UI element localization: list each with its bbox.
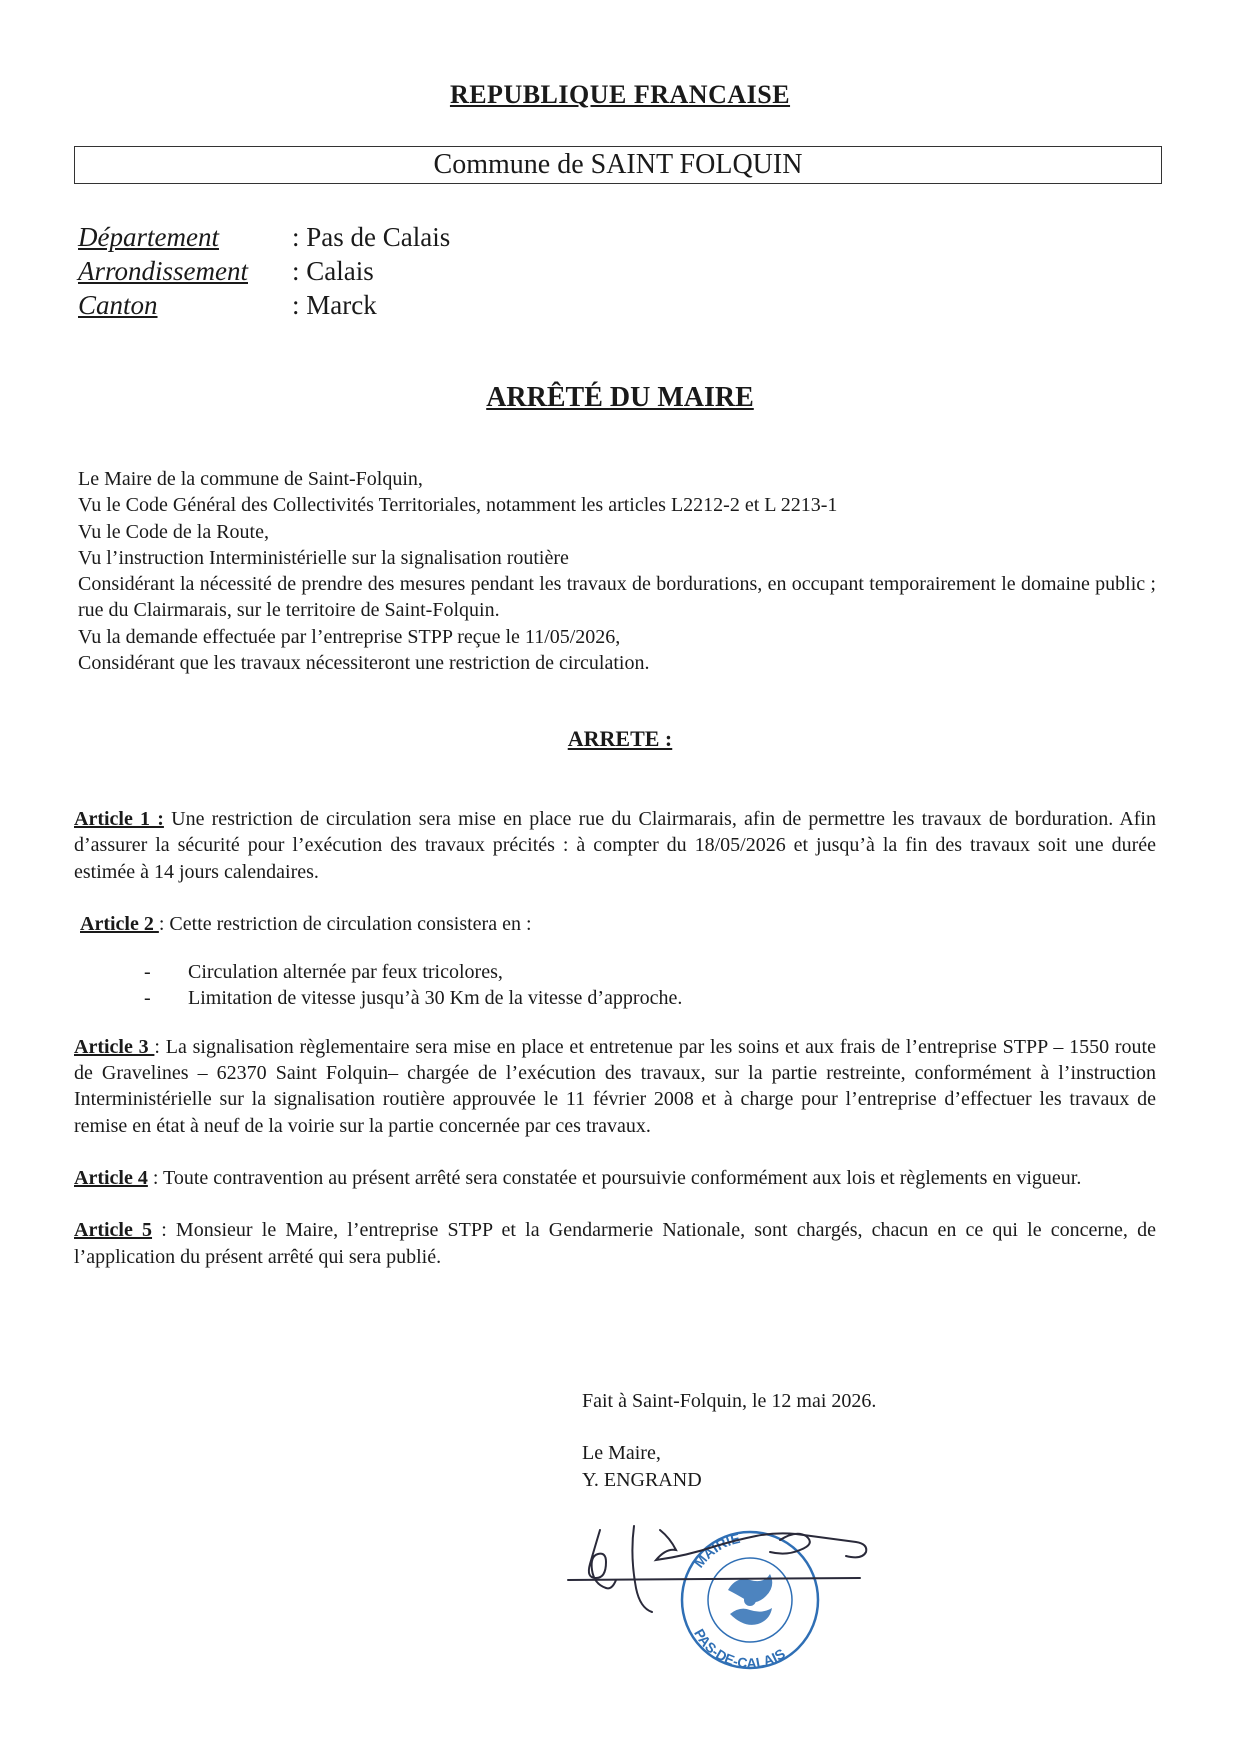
signatory-role: Le Maire,	[582, 1442, 661, 1465]
admin-info	[78, 220, 450, 322]
admin-value: : Calais	[292, 256, 374, 286]
decree-title: ARRÊTÉ DU MAIRE	[486, 382, 754, 413]
article-text: : Cette restriction de circulation consistera en :	[158, 912, 532, 935]
preamble-line: Considérant que les travaux nécessiteront une restriction de circulation.	[78, 652, 650, 675]
admin-row-arrondissement	[78, 254, 450, 288]
list-dash: -	[144, 961, 151, 984]
svg-text:MAIRIE	[691, 1530, 742, 1571]
article-2-list	[74, 959, 1156, 1012]
signature-block	[582, 1388, 876, 1493]
article-4	[74, 1165, 1156, 1191]
list-item-text: Limitation de vitesse jusqu’à 30 Km de la vitesse d’approche.	[188, 987, 683, 1010]
stamp-bottom-text: PAS-DE-CALAIS	[691, 1626, 788, 1672]
article-1	[74, 806, 1156, 885]
place-date: Fait à Saint-Folquin, le 12 mai 2026.	[582, 1390, 877, 1412]
preamble-line: Vu l’instruction Interministérielle sur la signalisation routière	[78, 546, 569, 569]
article-text: : Monsieur le Maire, l’entreprise STPP et la Gendarmerie Nationale, sont chargés, chacun en ce qui le concerne, de l’application du présent arrêté qui sera publié.	[74, 1219, 1156, 1268]
article-label: Article 3	[74, 1035, 155, 1058]
article-label: Article 2	[80, 912, 159, 935]
article-label: Article 5	[74, 1219, 153, 1242]
admin-label: Arrondissement	[78, 256, 248, 286]
admin-value: : Marck	[292, 290, 377, 320]
admin-value: : Pas de Calais	[292, 222, 451, 252]
preamble	[78, 466, 1156, 676]
signature-and-stamp	[560, 1520, 880, 1680]
article-2	[74, 911, 1156, 937]
admin-row-canton	[78, 288, 450, 322]
preamble-line: Vu le Code de la Route,	[78, 520, 269, 543]
list-item	[74, 959, 1156, 985]
admin-label: Canton	[78, 290, 158, 320]
preamble-line: Le Maire de la commune de Saint-Folquin,	[78, 468, 423, 490]
article-text: : La signalisation règlementaire sera mise en place et entretenue par les soins et aux frais de l’entreprise STPP – 1550 route de Gravelines – 62370 Saint Folquin– chargée de l’exécution des travaux, sur la partie restreinte, conformément à l’instruction Interministérielle sur la signalisation routière approuvée le 11 février 2008 et à charge pour l’entreprise d’effectuer les travaux de remise en état à neuf de la voirie sur la partie concernée par ces travaux.	[74, 1035, 1156, 1137]
commune-box: Commune de SAINT FOLQUIN	[74, 146, 1162, 184]
article-text: : Toute contravention au présent arrêté sera constatée et poursuivie conformément aux lois et règlements en vigueur.	[147, 1166, 1082, 1189]
preamble-line: Considérant la nécessité de prendre des mesures pendant les travaux de bordurations, en occupant temporairement le domaine public ; rue du Clairmarais, sur le territoire de Saint-Folquin.	[78, 573, 1156, 622]
stamp-top-text: MAIRIE	[690, 1529, 742, 1571]
article-3	[74, 1034, 1156, 1139]
list-item	[74, 985, 1156, 1011]
admin-row-departement	[78, 220, 450, 254]
admin-label: Département	[78, 222, 219, 252]
arrete-title: ARRETE :	[567, 726, 673, 751]
article-label: Article 4	[74, 1166, 148, 1189]
preamble-line: Vu le Code Général des Collectivités Territoriales, notamment les articles L2212-2 et L 2213-1	[78, 494, 838, 517]
list-dash: -	[144, 987, 151, 1010]
list-item-text: Circulation alternée par feux tricolores,	[188, 961, 503, 984]
preamble-line: Vu la demande effectuée par l’entreprise STPP reçue le 11/05/2026,	[78, 625, 621, 648]
svg-text:PAS-DE-CALAIS	[691, 1626, 788, 1671]
article-text: Une restriction de circulation sera mise en place rue du Clairmarais, afin de permettre les travaux de borduration. Afin d’assurer la sécurité pour l’exécution des travaux précités : à compter du 18/05/2026 et jusqu’à la fin des travaux soit une durée estimée à 14 jours calendaires.	[74, 808, 1156, 883]
articles	[74, 806, 1156, 1270]
article-5	[74, 1217, 1156, 1270]
article-label: Article 1 :	[74, 808, 164, 830]
republic-heading: REPUBLIQUE FRANCAISE	[449, 80, 791, 109]
signatory-name: Y. ENGRAND	[582, 1468, 702, 1491]
